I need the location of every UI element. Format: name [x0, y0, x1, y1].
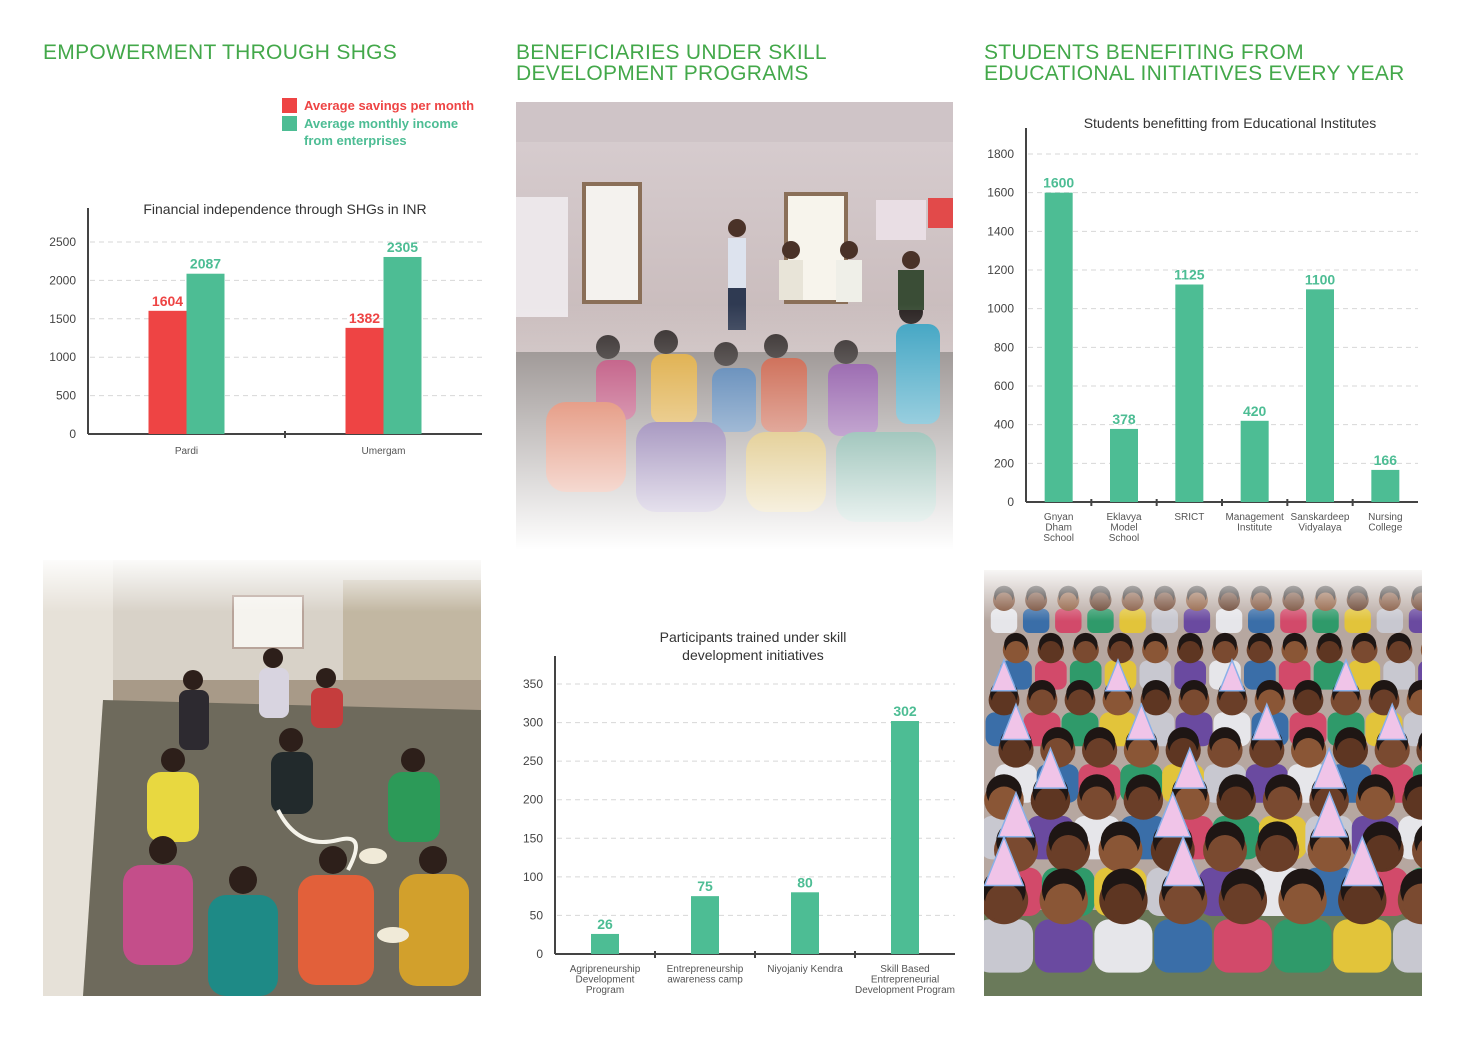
bar [1175, 285, 1203, 503]
kid-shirt [1154, 919, 1212, 972]
kid-face [1128, 787, 1159, 818]
kid-face [1086, 738, 1113, 765]
y-tick-label: 100 [522, 869, 543, 884]
bar [891, 721, 919, 954]
data-label: 1125 [1174, 266, 1205, 283]
y-tick-label: 300 [522, 715, 543, 730]
kid-head [1025, 589, 1047, 611]
data-label: 1382 [348, 309, 381, 326]
kid-shirt [1152, 609, 1178, 633]
kid-face [985, 884, 1023, 922]
bar [346, 328, 384, 434]
y-tick-label: 200 [522, 792, 543, 807]
kid-face [1337, 738, 1364, 765]
kid-shirt [1274, 919, 1332, 972]
bar [1241, 421, 1269, 502]
kid-face [1164, 884, 1202, 922]
chart-title: Financial independence through SHGs in INR [143, 201, 427, 217]
shg-legend [282, 97, 492, 150]
kid-face [1188, 593, 1205, 610]
kid-face [1002, 738, 1029, 765]
data-label: 75 [697, 878, 713, 895]
kid-face [1258, 690, 1282, 714]
kid-head [1186, 589, 1208, 611]
students-photo [984, 570, 1422, 996]
kid-face [1360, 787, 1391, 818]
y-tick-label: 200 [993, 456, 1014, 471]
edu-heading-line-1: STUDENTS BENEFITING FROM [984, 41, 1304, 64]
data-label: 378 [1112, 410, 1136, 427]
kid-face [1285, 593, 1302, 610]
x-tick-label: Pardi [174, 446, 199, 457]
kid-head [993, 589, 1015, 611]
kid-shirt [1312, 609, 1338, 633]
y-tick-label: 1000 [49, 350, 76, 365]
x-tick-label: Gnyan [1043, 512, 1074, 523]
kid-face [1284, 884, 1322, 922]
kid-face [1128, 738, 1155, 765]
kid-face [1413, 593, 1422, 610]
y-tick-label: 1000 [987, 301, 1014, 316]
y-tick-label: 2500 [49, 235, 76, 249]
x-tick-label: College [1368, 522, 1403, 534]
y-tick-label: 600 [993, 379, 1014, 393]
kid-face [1105, 884, 1143, 922]
y-tick-label: 1800 [987, 147, 1014, 161]
skill-chart [505, 620, 975, 1005]
y-tick-label: 800 [993, 340, 1014, 355]
bar [384, 257, 422, 434]
kid-face [1092, 593, 1109, 610]
kid-face [1051, 835, 1085, 869]
kid-head [1315, 589, 1337, 611]
kid-face [1144, 690, 1168, 714]
kid-head [1250, 589, 1272, 611]
kid-hair [1187, 586, 1207, 606]
bar [791, 892, 819, 954]
kid-face [1334, 690, 1358, 714]
kid-face [1354, 641, 1375, 662]
x-tick-label: Institute [1237, 522, 1273, 534]
data-label: 302 [893, 703, 917, 720]
y-tick-label: 1200 [987, 263, 1014, 277]
edu-heading [984, 42, 1405, 84]
y-tick-label: 150 [522, 831, 543, 846]
legend-label-income-wrap [304, 115, 458, 149]
kid-face [1110, 641, 1131, 662]
kid-hair [994, 586, 1014, 606]
kid-face [1103, 835, 1137, 869]
kid-face [1319, 641, 1340, 662]
legend-label-savings: Average savings per month [304, 98, 475, 113]
kid-face [1389, 641, 1410, 662]
kid-shirt [1409, 609, 1422, 633]
skill-heading [516, 42, 827, 84]
kid-head [1282, 589, 1304, 611]
data-label: 166 [1373, 451, 1398, 468]
kid-face [1211, 738, 1238, 765]
x-tick-label: SRICT [1174, 512, 1205, 523]
kid-face [1220, 593, 1237, 610]
kid-face [1081, 787, 1112, 818]
x-tick-label: Eklavya [1106, 512, 1142, 523]
edu-heading-line-2: EDUCATIONAL INITIATIVES EVERY YEAR [984, 62, 1405, 85]
y-tick-label: 0 [1007, 495, 1014, 509]
y-tick-label: 350 [522, 677, 543, 691]
kid-face [1381, 593, 1398, 610]
x-tick-label: Nursing [1368, 512, 1403, 523]
meeting-photo-art [516, 102, 953, 550]
kid-hair [1058, 586, 1078, 606]
kid-face [1145, 641, 1166, 662]
x-tick-label: Entrepreneurship [666, 964, 744, 975]
kid-shirt [1119, 609, 1145, 633]
kid-head [1347, 589, 1369, 611]
kid-hair [1091, 586, 1111, 606]
kid-face [995, 593, 1012, 610]
kid-face [1296, 690, 1320, 714]
x-tick-label: Umergam [361, 446, 406, 457]
legend-swatch-income [282, 116, 297, 131]
data-label: 1100 [1304, 271, 1336, 288]
bar [187, 274, 225, 434]
y-tick-label: 1400 [987, 224, 1014, 239]
shg-chart [30, 190, 500, 465]
kid-face [1253, 593, 1270, 610]
kid-face [1253, 738, 1280, 765]
kid-hair [1348, 586, 1368, 606]
kid-face [1068, 690, 1092, 714]
kid-face [1317, 593, 1334, 610]
kid-face [1250, 641, 1271, 662]
kid-hair [1316, 586, 1336, 606]
kid-head [1218, 589, 1240, 611]
students-photo-art [984, 570, 1422, 996]
x-tick-label: Vidyalaya [1298, 522, 1342, 534]
kid-shirt [1087, 609, 1113, 633]
data-label: 2087 [189, 255, 222, 272]
bar [1371, 470, 1399, 502]
kid-shirt [1055, 609, 1081, 633]
kid-hair [1155, 586, 1175, 606]
craft-photo-art [43, 560, 481, 996]
kid-shirt [1216, 609, 1242, 633]
y-tick-label: 1500 [49, 311, 76, 326]
kid-face [1006, 641, 1027, 662]
chart-title: Students benefitting from Educational Institutes [1083, 115, 1377, 131]
x-tick-label: Development Program [854, 985, 956, 996]
kid-face [1156, 593, 1173, 610]
shg-heading [43, 42, 397, 63]
kid-face [1312, 835, 1346, 869]
y-tick-label: 500 [55, 388, 76, 403]
kid-hair [1251, 586, 1271, 606]
bar [1110, 429, 1138, 502]
kid-face [1106, 690, 1130, 714]
kid-shirt [1280, 609, 1306, 633]
kid-face [1075, 641, 1096, 662]
legend-label-income: Average monthly income [304, 116, 459, 131]
y-tick-label: 0 [69, 427, 76, 441]
y-tick-label: 1600 [987, 185, 1014, 200]
y-tick-label: 0 [536, 947, 543, 961]
legend-item-income [282, 115, 492, 149]
kid-face [1260, 835, 1294, 869]
kid-face [1045, 884, 1083, 922]
x-tick-label: Agripreneurship [569, 964, 641, 975]
kid-shirt [1214, 919, 1272, 972]
kid-shirt [1035, 919, 1093, 972]
bar [591, 934, 619, 954]
data-label: 26 [597, 915, 613, 932]
kid-head [1122, 589, 1144, 611]
kid-face [1124, 593, 1141, 610]
x-tick-label: Dham [1045, 522, 1073, 534]
x-tick-label: awareness camp [667, 974, 743, 986]
x-tick-label: Skill Based [880, 964, 930, 975]
kid-shirt [1393, 919, 1422, 972]
kid-shirt [1333, 919, 1391, 972]
kid-head [1411, 589, 1422, 611]
x-tick-label: School [1043, 533, 1074, 544]
x-tick-label: Sanskardeep [1290, 512, 1350, 523]
meeting-photo [516, 102, 953, 550]
skill-heading-line-1: BENEFICIARIES UNDER SKILL [516, 41, 827, 64]
bar [1306, 289, 1334, 502]
kid-hair [1123, 586, 1143, 606]
kid-face [1295, 738, 1322, 765]
craft-photo [43, 560, 481, 996]
chart-title: Participants trained under skill [659, 629, 847, 645]
x-tick-label: School [1108, 533, 1140, 544]
x-tick-label: Model [1110, 522, 1138, 534]
kid-face [1028, 593, 1045, 610]
bar [691, 896, 719, 954]
kid-shirt [1344, 609, 1370, 633]
kid-face [1220, 690, 1244, 714]
kid-shirt [991, 609, 1017, 633]
kid-face [1041, 641, 1062, 662]
y-tick-label: 250 [522, 754, 543, 769]
data-label: 2305 [386, 238, 419, 255]
kid-head [1089, 589, 1111, 611]
kid-face [1060, 593, 1077, 610]
bar [1045, 193, 1073, 502]
edu-chart [978, 108, 1428, 558]
x-tick-label: Management [1225, 512, 1284, 523]
kid-shirt [1248, 609, 1274, 633]
kid-face [1284, 641, 1305, 662]
kid-shirt [1377, 609, 1403, 633]
y-tick-label: 2000 [49, 273, 76, 288]
data-label: 1604 [151, 292, 184, 309]
kid-face [1208, 835, 1242, 869]
skill-heading-line-2: DEVELOPMENT PROGRAMS [516, 62, 809, 85]
x-tick-label: Program [585, 985, 625, 996]
kid-shirt [984, 919, 1033, 972]
legend-item-savings [282, 97, 492, 114]
legend-swatch-savings [282, 98, 297, 113]
kid-face [1343, 884, 1381, 922]
legend-label-income-2: from enterprises [304, 133, 407, 148]
chart-title: development initiatives [682, 647, 824, 663]
data-label: 1600 [1043, 174, 1075, 191]
x-tick-label: Entrepreneurial [870, 974, 940, 986]
x-tick-label: Development [575, 974, 635, 986]
kid-hair [1412, 586, 1422, 606]
kid-face [1378, 738, 1405, 765]
kid-face [1349, 593, 1366, 610]
kid-shirt [1094, 919, 1152, 972]
kid-face [1224, 884, 1262, 922]
data-label: 80 [797, 874, 813, 891]
x-tick-label: Niyojaniy Kendra [767, 964, 843, 975]
bar [149, 311, 187, 434]
shg-heading-text: EMPOWERMENT THROUGH SHGS [43, 41, 398, 64]
kid-face [1030, 690, 1054, 714]
kid-face [1182, 690, 1206, 714]
kid-face [992, 690, 1016, 714]
y-tick-label: 400 [993, 417, 1014, 432]
kid-face [1221, 787, 1252, 818]
kid-face [1267, 787, 1298, 818]
kid-head [1057, 589, 1079, 611]
kid-hair [1380, 586, 1400, 606]
kid-head [1154, 589, 1176, 611]
data-label: 420 [1242, 402, 1267, 419]
kid-face [1035, 787, 1066, 818]
kid-hair [1283, 586, 1303, 606]
kid-face [1180, 641, 1201, 662]
kid-hair [1026, 586, 1046, 606]
kid-shirt [1023, 609, 1049, 633]
y-tick-label: 50 [529, 908, 543, 923]
kid-shirt [1184, 609, 1210, 633]
kid-head [1379, 589, 1401, 611]
kid-hair [1219, 586, 1239, 606]
